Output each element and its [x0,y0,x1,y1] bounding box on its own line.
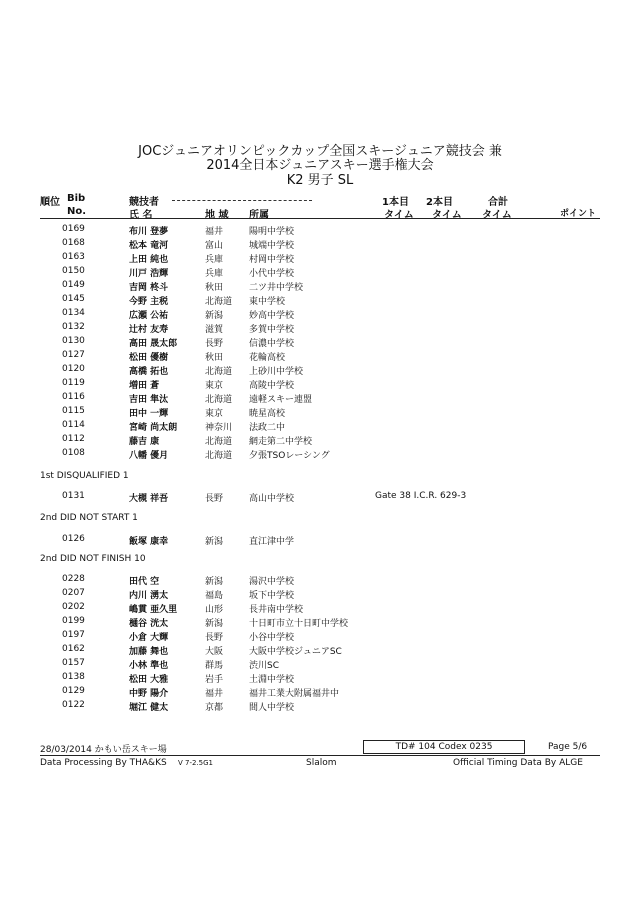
region: 北海道 [205,297,233,307]
table-row [0,224,640,238]
region: 福島 [205,591,224,601]
region: 長野 [205,494,224,504]
bib: 0197 [62,630,85,640]
club: 土淵中学校 [249,675,295,685]
bib: 0127 [62,350,85,360]
region: 北海道 [205,367,233,377]
page-title: JOCジュニアオリンピックカップ全国スキージュニア競技会 兼 [138,144,502,159]
club: 坂下中学校 [249,591,295,601]
table-row [0,658,640,672]
table-row [0,491,640,505]
bib: 0149 [62,280,85,290]
col-points: ポイント [560,209,597,219]
athlete-name: 中野 陽介 [129,689,169,699]
table-row [0,378,640,392]
table-row [0,644,640,658]
athlete-name: 藤吉 康 [129,437,160,447]
table-row [0,574,640,588]
club: 暁星高校 [249,409,286,419]
athlete-name: 今野 主税 [129,297,169,307]
athlete-name: 樋谷 洸太 [129,619,169,629]
table-row [0,252,640,266]
footer-processing: Data Processing By THA&KS [40,758,167,768]
athlete-name: 松田 優樹 [129,353,169,363]
club: 小谷中学校 [249,633,295,643]
table-row [0,336,640,350]
region: 兵庫 [205,269,224,279]
club: 信濃中学校 [249,339,295,349]
athlete-name: 内川 湧太 [129,591,169,601]
region: 長野 [205,633,224,643]
competitor-dash-line [172,200,312,201]
table-row [0,700,640,714]
region: 京都 [205,703,224,713]
club: 直江津中学 [249,537,295,547]
bib: 0169 [62,224,85,234]
section-label-dnf: 2nd DID NOT FINISH 10 [40,554,146,564]
table-row [0,630,640,644]
athlete-name: 布川 登夢 [129,227,169,237]
bib: 0207 [62,588,85,598]
club: 湯沢中学校 [249,577,295,587]
club: 網走第二中学校 [249,437,313,447]
table-row [0,266,640,280]
bib: 0112 [62,434,85,444]
club: 法政二中 [249,423,286,433]
dsq-remark: Gate 38 I.C.R. 629-3 [375,491,467,501]
athlete-name: 川戸 浩輝 [129,269,169,279]
table-row [0,616,640,630]
region: 新潟 [205,311,224,321]
region: 秋田 [205,353,224,363]
footer-timing: Official Timing Data By ALGE [453,758,583,768]
col-no: No. [67,206,87,217]
bib: 0119 [62,378,85,388]
footer-version: V 7-2.5G1 [178,759,214,767]
club: 遠軽スキー連盟 [249,395,313,405]
bib: 0129 [62,686,85,696]
col-club: 所属 [249,210,269,221]
col-run2: 2本目 [426,197,453,208]
bib: 0157 [62,658,85,668]
bib: 0116 [62,392,85,402]
footer-divider [40,755,600,756]
club: 十日町市立十日町中学校 [249,619,349,629]
bib: 0115 [62,406,85,416]
region: 神奈川 [205,423,233,433]
bib: 0108 [62,448,85,458]
bib: 0114 [62,420,85,430]
table-row [0,322,640,336]
athlete-name: 小林 準也 [129,661,169,671]
athlete-name: 飯塚 康幸 [129,537,169,547]
col-total-time: タイム [482,210,512,221]
region: 北海道 [205,451,233,461]
table-row [0,534,640,548]
table-row [0,420,640,434]
table-row [0,308,640,322]
club: 夕張TSOレーシング [249,451,330,461]
table-row [0,686,640,700]
region: 福井 [205,227,224,237]
club: 二ツ井中学校 [249,283,304,293]
footer-discipline: Slalom [306,758,337,768]
footer-td-codex: TD# 104 Codex 0235 [363,740,525,754]
athlete-name: 田中 一輝 [129,409,169,419]
col-run1-time: タイム [384,210,414,221]
athlete-name: 吉岡 柊斗 [129,283,169,293]
section-label-dns: 2nd DID NOT START 1 [40,513,138,523]
table-row [0,280,640,294]
club: 間人中学校 [249,703,295,713]
region: 東京 [205,381,224,391]
bib: 0122 [62,700,85,710]
bib: 0228 [62,574,85,584]
footer-page: Page 5/6 [548,742,588,752]
col-rank: 順位 [40,197,60,208]
section-label-disqualified: 1st DISQUALIFIED 1 [40,471,129,481]
club: 福井工業大附属福井中 [249,689,340,699]
table-row [0,350,640,364]
championship-title: 2014全日本ジュニアスキー選手権大会 [206,158,434,173]
region: 東京 [205,409,224,419]
region: 福井 [205,689,224,699]
col-region: 地 域 [205,210,229,221]
club: 東中学校 [249,297,286,307]
athlete-name: 小倉 大輝 [129,633,169,643]
footer-date-venue: 28/03/2014 かもい岳スキー場 [40,745,167,755]
club: 長井南中学校 [249,605,304,615]
region: 北海道 [205,437,233,447]
bib: 0162 [62,644,85,654]
athlete-name: 増田 蒼 [129,381,160,391]
bib: 0145 [62,294,85,304]
col-total: 合計 [488,197,508,208]
club: 妙高中学校 [249,311,295,321]
club: 村岡中学校 [249,255,295,265]
bib: 0138 [62,672,85,682]
athlete-name: 吉田 隼汰 [129,395,169,405]
athlete-name: 広瀬 公祐 [129,311,169,321]
col-competitor: 競技者 [129,197,159,208]
bib: 0134 [62,308,85,318]
athlete-name: 八幡 優月 [129,451,169,461]
bib: 0120 [62,364,85,374]
club: 上砂川中学校 [249,367,304,377]
club: 大阪中学校ジュニアSC [249,647,342,657]
athlete-name: 大槻 祥吾 [129,494,169,504]
club: 陽明中学校 [249,227,295,237]
bib: 0126 [62,534,85,544]
athlete-name: 嶋貫 亜久里 [129,605,178,615]
col-bib: Bib [67,193,86,204]
club: 多賀中学校 [249,325,295,335]
bib: 0130 [62,336,85,346]
region: 新潟 [205,619,224,629]
region: 山形 [205,605,224,615]
table-row [0,364,640,378]
table-row [0,294,640,308]
bib: 0199 [62,616,85,626]
athlete-name: 上田 純也 [129,255,169,265]
club: 高陵中学校 [249,381,295,391]
table-row [0,588,640,602]
region: 岩手 [205,675,224,685]
region: 大阪 [205,647,224,657]
region: 秋田 [205,283,224,293]
col-run1: 1本目 [382,197,409,208]
table-row [0,238,640,252]
bib: 0168 [62,238,85,248]
bib: 0150 [62,266,85,276]
region: 富山 [205,241,224,251]
table-row [0,434,640,448]
table-row [0,406,640,420]
region: 新潟 [205,537,224,547]
athlete-name: 松田 大雅 [129,675,169,685]
region: 北海道 [205,395,233,405]
region: 滋賀 [205,325,224,335]
athlete-name: 加藤 舞也 [129,647,169,657]
club: 花輪高校 [249,353,286,363]
region: 兵庫 [205,255,224,265]
club: 高山中学校 [249,494,295,504]
header-divider [40,218,600,219]
table-row [0,392,640,406]
club: 渋川SC [249,661,279,671]
athlete-name: 松本 竜河 [129,241,169,251]
bib: 0163 [62,252,85,262]
bib: 0132 [62,322,85,332]
club: 城端中学校 [249,241,295,251]
bib: 0131 [62,491,85,501]
athlete-name: 田代 空 [129,577,160,587]
athlete-name: 高橋 拓也 [129,367,169,377]
table-row [0,672,640,686]
athlete-name: 堀江 健太 [129,703,169,713]
club: 小代中学校 [249,269,295,279]
col-name: 氏 名 [129,210,153,221]
region: 群馬 [205,661,224,671]
col-run2-time: タイム [432,210,462,221]
bib: 0202 [62,602,85,612]
category-title: K2 男子 SL [286,173,354,188]
region: 長野 [205,339,224,349]
athlete-name: 辻村 友寿 [129,325,169,335]
athlete-name: 高田 晟太郎 [129,339,178,349]
table-row [0,448,640,462]
region: 新潟 [205,577,224,587]
table-row [0,602,640,616]
athlete-name: 宮崎 尚太朗 [129,423,178,433]
